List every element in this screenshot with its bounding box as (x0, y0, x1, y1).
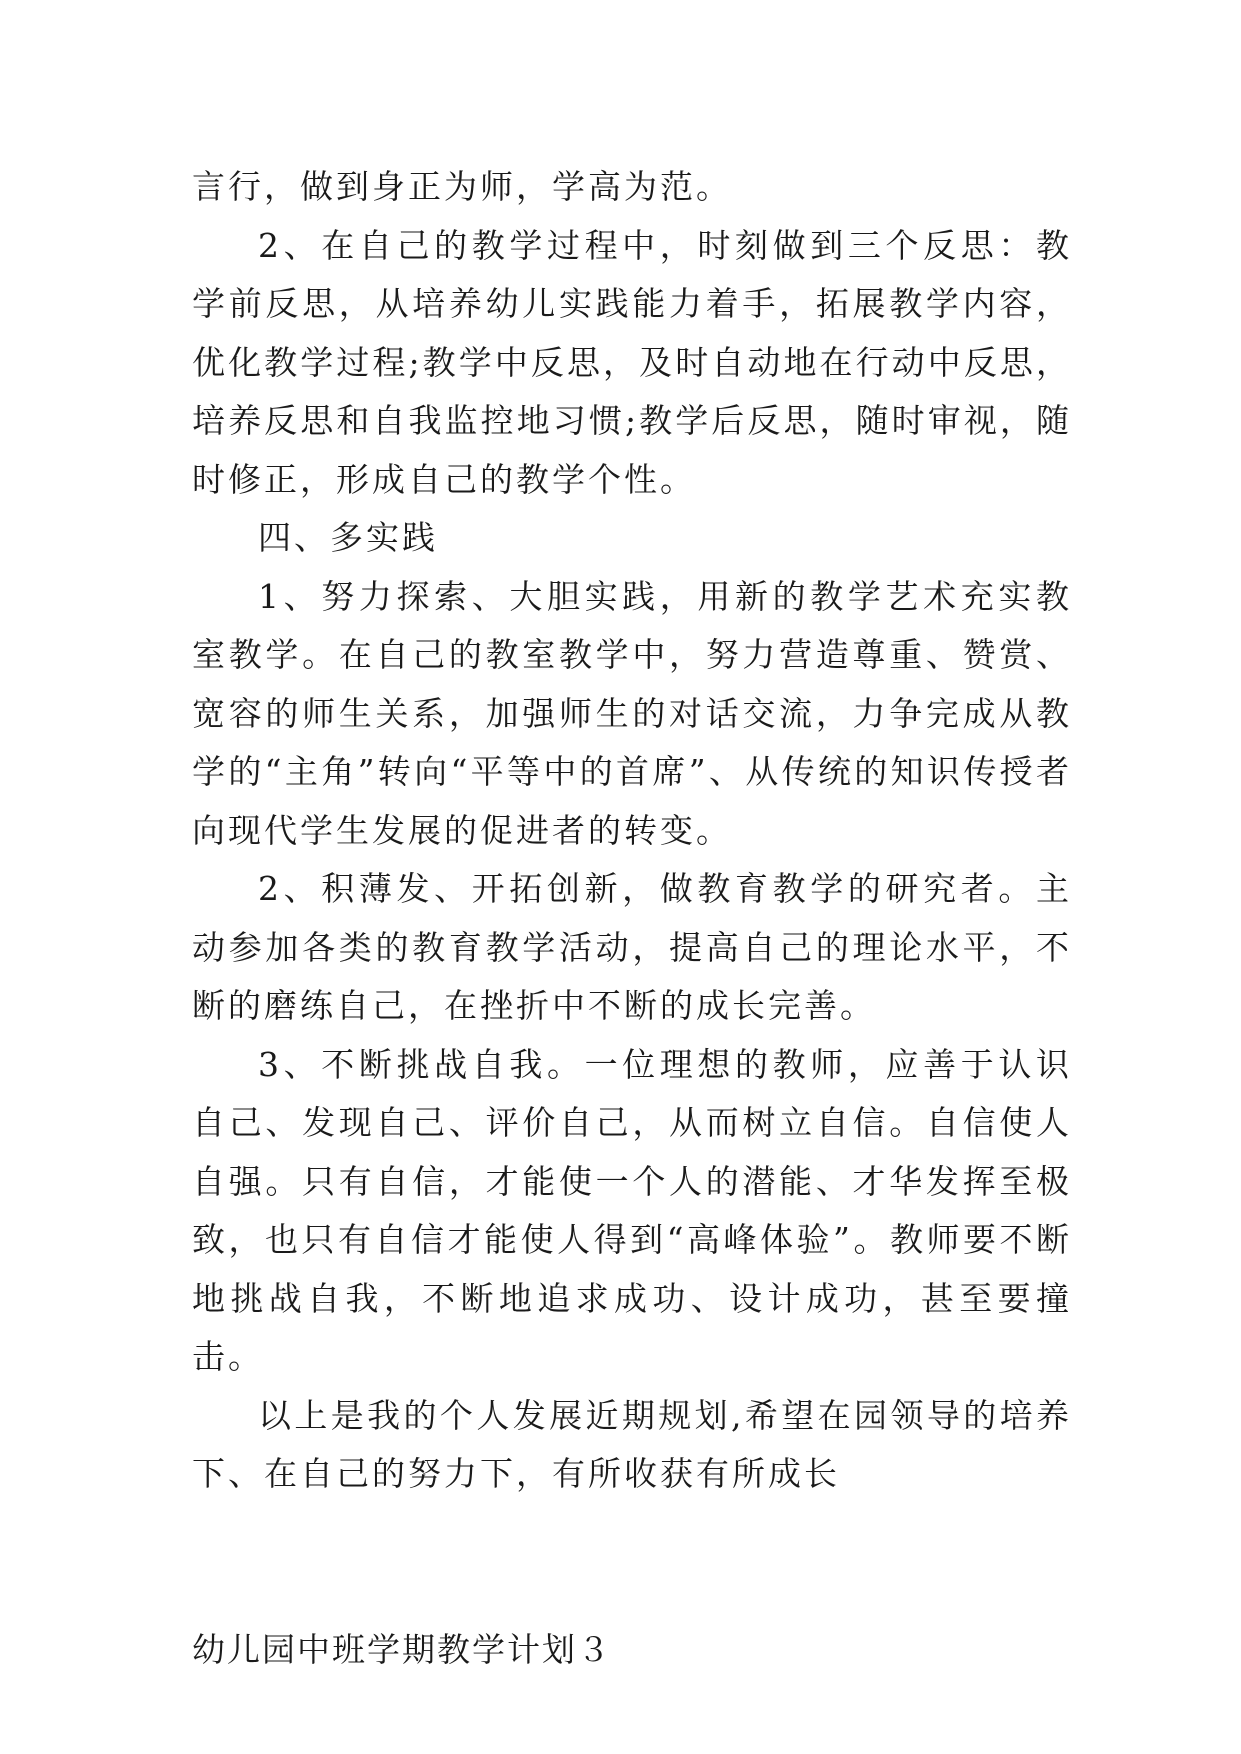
paragraph-continuation: 言行，做到身正为师，学高为范。 (192, 167, 732, 206)
paragraph-practice-2: 2、积薄发、开拓创新，做教育教学的研究者。主动参加各类的教育教学活动，提高自己的理论水平，不断的磨练自己，在挫折中不断的成长完善。 (192, 869, 1072, 1025)
paragraph-practice-1: 1、努力探索、大胆实践，用新的教学艺术充实教室教学。在自己的教室教学中，努力营造尊重、赞赏、宽容的师生关系，加强师生的对话交流，力争完成从教学的“主角”转向“平等中的首席”、从传统的知识传授者向现代学生发展的促进者的转变。 (192, 576, 1072, 850)
document-body (192, 158, 1072, 1679)
section-gap (192, 1504, 1072, 1621)
paragraph-conclusion: 以上是我的个人发展近期规划,希望在园领导的培养下、在自己的努力下，有所收获有所成长 (192, 1395, 1072, 1493)
section-heading-practice: 四、多实践 (258, 518, 438, 557)
next-document-title: 幼儿园中班学期教学计划３ (192, 1629, 612, 1669)
paragraph-practice-3: 3、不断挑战自我。一位理想的教师，应善于认识自己、发现自己、评价自己，从而树立自信。自信使人自强。只有自信，才能使一个人的潜能、才华发挥至极致，也只有自信才能使人得到“高峰体验”。教师要不断地挑战自我，不断地追求成功、设计成功，甚至要撞击。 (192, 1044, 1072, 1376)
paragraph-reflection: 2、在自己的教学过程中，时刻做到三个反思：教学前反思，从培养幼儿实践能力着手，拓展教学内容，优化教学过程;教学中反思，及时自动地在行动中反思，培养反思和自我监控地习惯;教学后反思，随时审视，随时修正，形成自己的教学个性。 (192, 225, 1072, 499)
